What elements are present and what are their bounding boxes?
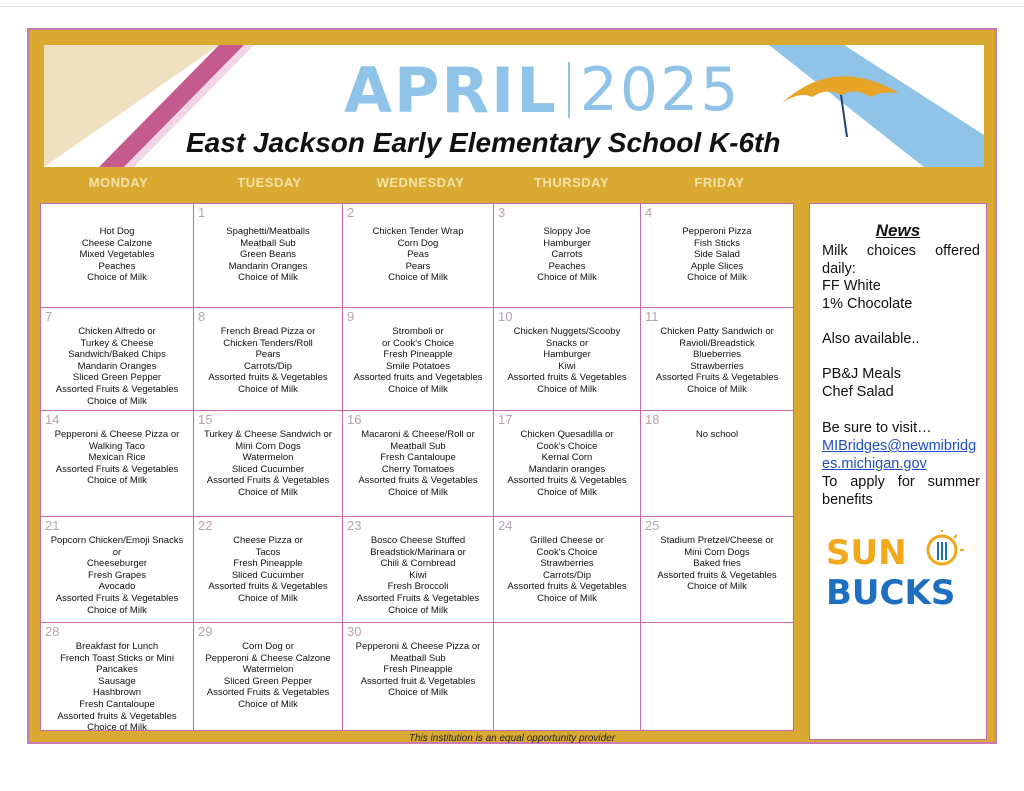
menu-item: Mexican Rice: [88, 452, 146, 464]
menu-item: Pancakes: [96, 664, 138, 676]
menu-item: Sliced Green Pepper: [223, 675, 313, 687]
calendar-day-cell: [343, 411, 494, 517]
milk-option-white: FF White: [822, 278, 881, 294]
menu-item: Stadium Pretzel/Cheese or: [660, 535, 774, 546]
menu-item: Kiwi: [409, 569, 427, 581]
right-blue-stripe: [769, 45, 984, 167]
menu-item: Mandarin Oranges: [77, 360, 157, 372]
menu-item: Spaghetti/Meatballs: [226, 226, 310, 237]
menu-item: Kiwi: [558, 360, 576, 372]
menu-items: [494, 226, 640, 284]
weekday-header-row: [44, 175, 789, 197]
menu-item: Choice of Milk: [687, 383, 747, 395]
calendar-day-cell: [194, 411, 343, 517]
calendar-day-cell: [194, 308, 343, 411]
menu-item: Cheese Pizza or: [233, 535, 303, 546]
menu-item: Corn Dog: [397, 237, 439, 249]
menu-item: Choice of Milk: [388, 486, 448, 498]
menu-item: Hamburger: [543, 237, 591, 249]
sun-fork-icon: [928, 530, 964, 564]
menu-item: Sliced Cucumber: [231, 569, 305, 581]
menu-item: Assorted fruits & Vegetables: [657, 569, 777, 581]
milk-option-chocolate: 1% Chocolate: [822, 296, 913, 312]
menu-item: Macaroni & Cheese/Roll or: [361, 429, 475, 440]
menu-item: Assorted Fruits & Vegetables: [206, 475, 330, 487]
calendar-day-cell: [343, 623, 494, 731]
day-number: 28: [45, 624, 60, 639]
calendar-day-cell: [641, 517, 794, 623]
menu-item: Snacks or: [545, 337, 589, 349]
menu-item: Fresh Cantaloupe: [79, 698, 155, 710]
day-number: 10: [498, 309, 513, 324]
menu-item: Watermelon: [242, 452, 294, 464]
menu-item: Sliced Cucumber: [231, 463, 305, 475]
menu-item: Ravioli/Breadstick: [679, 337, 755, 349]
menu-item: Tacos: [255, 546, 281, 558]
day-number: 18: [645, 412, 660, 427]
menu-item: Assorted fruits & Vegetables: [507, 475, 627, 487]
menu-item: or: [112, 546, 122, 558]
menu-item: Choice of Milk: [388, 383, 448, 395]
menu-item: Choice of Milk: [238, 592, 298, 604]
title-month: APRIL: [344, 53, 558, 127]
menu-item: Bosco Cheese Stuffed: [370, 535, 466, 546]
menu-item: Fresh Pineapple: [383, 664, 453, 676]
day-number: 8: [198, 309, 206, 324]
sun-bucks-logo: [824, 530, 974, 610]
menu-item: Peaches: [98, 260, 136, 272]
menu-item: Cheeseburger: [86, 558, 148, 570]
menu-item: Choice of Milk: [537, 383, 597, 395]
menu-item: Cook's Choice: [536, 440, 598, 452]
calendar-day-cell: [494, 308, 641, 411]
menu-item: Choice of Milk: [537, 592, 597, 604]
menu-item: Choice of Milk: [87, 475, 147, 487]
equal-opportunity-footer: This institution is an equal opportunity provider: [408, 733, 616, 744]
menu-items: [343, 226, 493, 284]
menu-item: Choice of Milk: [238, 383, 298, 395]
page-top-rule: [0, 6, 1024, 7]
day-number: 3: [498, 205, 506, 220]
day-number: 30: [347, 624, 362, 639]
calendar-day-cell: [194, 623, 343, 731]
menu-items: [41, 226, 193, 284]
menu-items: [194, 226, 342, 284]
calendar-day-cell: [194, 203, 343, 308]
menu-item: Pears: [405, 260, 431, 272]
menu-item: Strawberries: [540, 558, 594, 570]
menu-item: Kernal Corn: [541, 452, 593, 464]
menu-item: Choice of Milk: [388, 687, 448, 699]
menu-item: Blueberries: [692, 349, 742, 361]
menu-item: Baked fries: [693, 558, 741, 570]
menu-items: [641, 429, 793, 441]
calendar-day-cell: [641, 411, 794, 517]
menu-item: Choice of Milk: [87, 604, 147, 616]
menu-item: Hamburger: [543, 349, 591, 361]
menu-item: Cheese Calzone: [81, 237, 153, 249]
menu-item: Pepperoni Pizza: [682, 226, 752, 237]
visit-text: Be sure to visit…: [822, 420, 932, 436]
menu-item: Chicken Nuggets/Scooby: [513, 326, 621, 337]
menu-items: [41, 326, 193, 407]
calendar-day-cell: [343, 308, 494, 411]
calendar-day-cell: [494, 203, 641, 308]
summer-benefits-text: To apply for summer benefits: [822, 474, 980, 508]
also-available: Also available..: [822, 331, 920, 347]
day-number: 2: [347, 205, 355, 220]
calendar-day-cell: [40, 517, 194, 623]
menu-item: Assorted Fruits & Vegetables: [55, 463, 179, 475]
day-number: 21: [45, 518, 60, 533]
menu-item: Choice of Milk: [87, 395, 147, 407]
menu-item: Mandarin oranges: [528, 463, 606, 475]
menu-item: Mandarin Oranges: [228, 260, 308, 272]
menu-item: Stromboli or: [392, 326, 444, 337]
menu-item: Choice of Milk: [388, 604, 448, 616]
weekday-wednesday: WEDNESDAY: [376, 175, 465, 190]
menu-item: Strawberries: [690, 360, 744, 372]
menu-item: French Bread Pizza or: [220, 326, 316, 337]
menu-item: Choice of Milk: [238, 272, 298, 284]
logo-sun-text: SUN: [826, 533, 907, 573]
menu-item: Choice of Milk: [238, 698, 298, 710]
menu-items: [494, 429, 640, 499]
menu-item: Sandwich/Baked Chips: [68, 349, 166, 361]
menu-item: Chicken Quesadilla or: [520, 429, 614, 440]
menu-item: Fresh Cantaloupe: [380, 452, 456, 464]
menu-item: or Cook's Choice: [381, 337, 455, 349]
header-banner: [44, 45, 984, 167]
menu-item: Carrots: [551, 249, 583, 261]
menu-item: Assorted fruits & Vegetables: [208, 581, 328, 593]
news-sidebar: [809, 203, 987, 740]
day-number: 22: [198, 518, 213, 533]
day-number: 7: [45, 309, 53, 324]
menu-item: Walking Taco: [89, 440, 145, 452]
menu-items: [194, 326, 342, 396]
also-chef-salad: Chef Salad: [822, 384, 894, 400]
menu-items: [343, 641, 493, 699]
menu-item: Mini Corn Dogs: [684, 546, 750, 558]
menu-item: Hot Dog: [99, 226, 135, 237]
menu-item: Turkey & Cheese Sandwich or: [204, 429, 332, 440]
milk-intro: Milk choices offered daily:: [822, 243, 980, 277]
weekday-tuesday: TUESDAY: [237, 175, 302, 190]
menu-items: [641, 226, 793, 284]
menu-item: Choice of Milk: [87, 722, 147, 734]
menu-item: Choice of Milk: [687, 272, 747, 284]
day-number: 14: [45, 412, 60, 427]
menu-item: Choice of Milk: [238, 486, 298, 498]
menu-items: [343, 326, 493, 396]
menu-item: Apple Slices: [690, 260, 744, 272]
calendar-day-cell: [641, 203, 794, 308]
menu-item: Choice of Milk: [87, 272, 147, 284]
calendar-day-cell: [494, 517, 641, 623]
calendar-day-cell: [494, 623, 641, 731]
day-number: 1: [198, 205, 206, 220]
weekday-friday: FRIDAY: [694, 175, 745, 190]
menu-item: Sloppy Joe: [543, 226, 591, 237]
menu-items: [343, 535, 493, 616]
menu-item: Assorted fruits and Vegetables: [353, 372, 483, 384]
menu-item: Choice of Milk: [687, 581, 747, 593]
calendar-day-cell: [194, 517, 343, 623]
title-divider: [568, 62, 570, 118]
menu-item: Chicken Patty Sandwich or: [660, 326, 774, 337]
menu-items: [41, 641, 193, 734]
menu-item: Pepperoni & Cheese Pizza or: [355, 641, 481, 652]
day-number: 24: [498, 518, 513, 533]
day-number: 9: [347, 309, 355, 324]
menu-calendar-grid: [40, 203, 794, 734]
menu-items: [641, 326, 793, 396]
menu-item: Fresh Pineapple: [383, 349, 453, 361]
menu-item: Cherry Tomatoes: [381, 463, 455, 475]
menu-item: Grilled Cheese or: [530, 535, 604, 546]
menu-items: [343, 429, 493, 499]
menu-item: Assorted Fruits & Vegetables: [655, 372, 779, 384]
menu-item: Watermelon: [242, 664, 294, 676]
calendar-day-cell: [40, 203, 194, 308]
menu-item: Breadstick/Marinara or: [370, 546, 466, 558]
menu-item: No school: [695, 429, 739, 440]
day-number: 29: [198, 624, 213, 639]
menu-item: Side Salad: [694, 249, 740, 261]
calendar-title: [344, 55, 740, 125]
menu-item: Fresh Grapes: [87, 569, 147, 581]
menu-item: Assorted Fruits & Vegetables: [206, 687, 330, 699]
menu-item: Fresh Broccoli: [387, 581, 449, 593]
menu-items: [494, 326, 640, 396]
menu-item: Fresh Pineapple: [233, 558, 303, 570]
menu-item: Pepperoni & Cheese Calzone: [205, 652, 331, 664]
menu-item: Peas: [407, 249, 429, 261]
menu-item: French Toast Sticks or Mini: [60, 652, 174, 664]
menu-item: Meatball Sub: [240, 237, 296, 249]
weekday-monday: MONDAY: [88, 175, 149, 190]
menu-items: [194, 535, 342, 605]
menu-item: Sausage: [98, 675, 136, 687]
menu-item: Turkey & Cheese: [80, 337, 154, 349]
menu-item: Carrots/Dip: [542, 569, 592, 581]
menu-items: [194, 429, 342, 499]
menu-item: Chicken Alfredo or: [78, 326, 156, 337]
day-number: 23: [347, 518, 362, 533]
day-number: 25: [645, 518, 660, 533]
calendar-day-cell: [343, 203, 494, 308]
menu-item: Peaches: [548, 260, 586, 272]
calendar-day-cell: [40, 623, 194, 734]
calendar-day-cell: [641, 623, 794, 731]
day-number: 4: [645, 205, 653, 220]
menu-item: Assorted fruits & Vegetables: [507, 581, 627, 593]
menu-item: Chili & Cornbread: [380, 558, 456, 570]
menu-item: Cook's Choice: [536, 546, 598, 558]
menu-items: [41, 429, 193, 487]
menu-items: [41, 535, 193, 616]
menu-item: Choice of Milk: [537, 486, 597, 498]
menu-item: Meatball Sub: [390, 652, 446, 664]
day-number: 15: [198, 412, 213, 427]
menu-item: Breakfast for Lunch: [75, 641, 159, 652]
calendar-day-cell: [40, 411, 194, 517]
menu-item: Popcorn Chicken/Emoji Snacks: [50, 535, 184, 546]
menu-item: Choice of Milk: [388, 272, 448, 284]
mibridges-link[interactable]: MIBridges@newmibridges.michigan.gov: [822, 438, 977, 472]
menu-item: Pears: [255, 349, 281, 361]
menu-item: Assorted fruits & Vegetables: [57, 710, 177, 722]
weekday-thursday: THURSDAY: [533, 175, 610, 190]
menu-item: Assorted Fruits & Vegetables: [55, 592, 179, 604]
menu-item: Assorted fruits & Vegetables: [507, 372, 627, 384]
calendar-day-cell: [343, 517, 494, 623]
menu-item: Assorted fruits & Vegetables: [358, 475, 478, 487]
also-pbj: PB&J Meals: [822, 366, 901, 382]
day-number: 16: [347, 412, 362, 427]
menu-item: Smile Potatoes: [386, 360, 450, 372]
menu-item: Mixed Vegetables: [79, 249, 155, 261]
menu-item: Assorted fruits & Vegetables: [208, 372, 328, 384]
calendar-day-cell: [494, 411, 641, 517]
menu-item: Avocado: [98, 581, 136, 593]
menu-item: Hashbrown: [92, 687, 142, 699]
menu-item: Chicken Tenders/Roll: [223, 337, 313, 349]
menu-item: Choice of Milk: [537, 272, 597, 284]
menu-item: Corn Dog or: [242, 641, 294, 652]
news-title: News: [875, 221, 921, 240]
menu-items: [641, 535, 793, 593]
menu-item: Mini Corn Dogs: [235, 440, 301, 452]
calendar-day-cell: [641, 308, 794, 411]
menu-item: Chicken Tender Wrap: [372, 226, 464, 237]
menu-item: Pepperoni & Cheese Pizza or: [54, 429, 180, 440]
menu-item: Assorted fruit & Vegetables: [360, 675, 476, 687]
menu-items: [494, 535, 640, 605]
menu-item: Sliced Green Pepper: [72, 372, 162, 384]
menu-item: Green Beans: [240, 249, 296, 261]
menu-item: Fish Sticks: [694, 237, 740, 249]
menu-item: Assorted Fruits & Vegetables: [356, 592, 480, 604]
menu-item: Meatball Sub: [390, 440, 446, 452]
menu-items: [194, 641, 342, 711]
day-number: 11: [645, 309, 659, 324]
school-name: East Jackson Early Elementary School K-6th: [186, 127, 781, 158]
calendar-day-cell: [40, 308, 194, 411]
day-number: 17: [498, 412, 513, 427]
menu-item: Carrots/Dip: [243, 360, 293, 372]
logo-bucks-text: BUCKS: [826, 573, 956, 610]
title-year: 2025: [579, 55, 741, 125]
menu-item: Assorted Fruits & Vegetables: [55, 383, 179, 395]
